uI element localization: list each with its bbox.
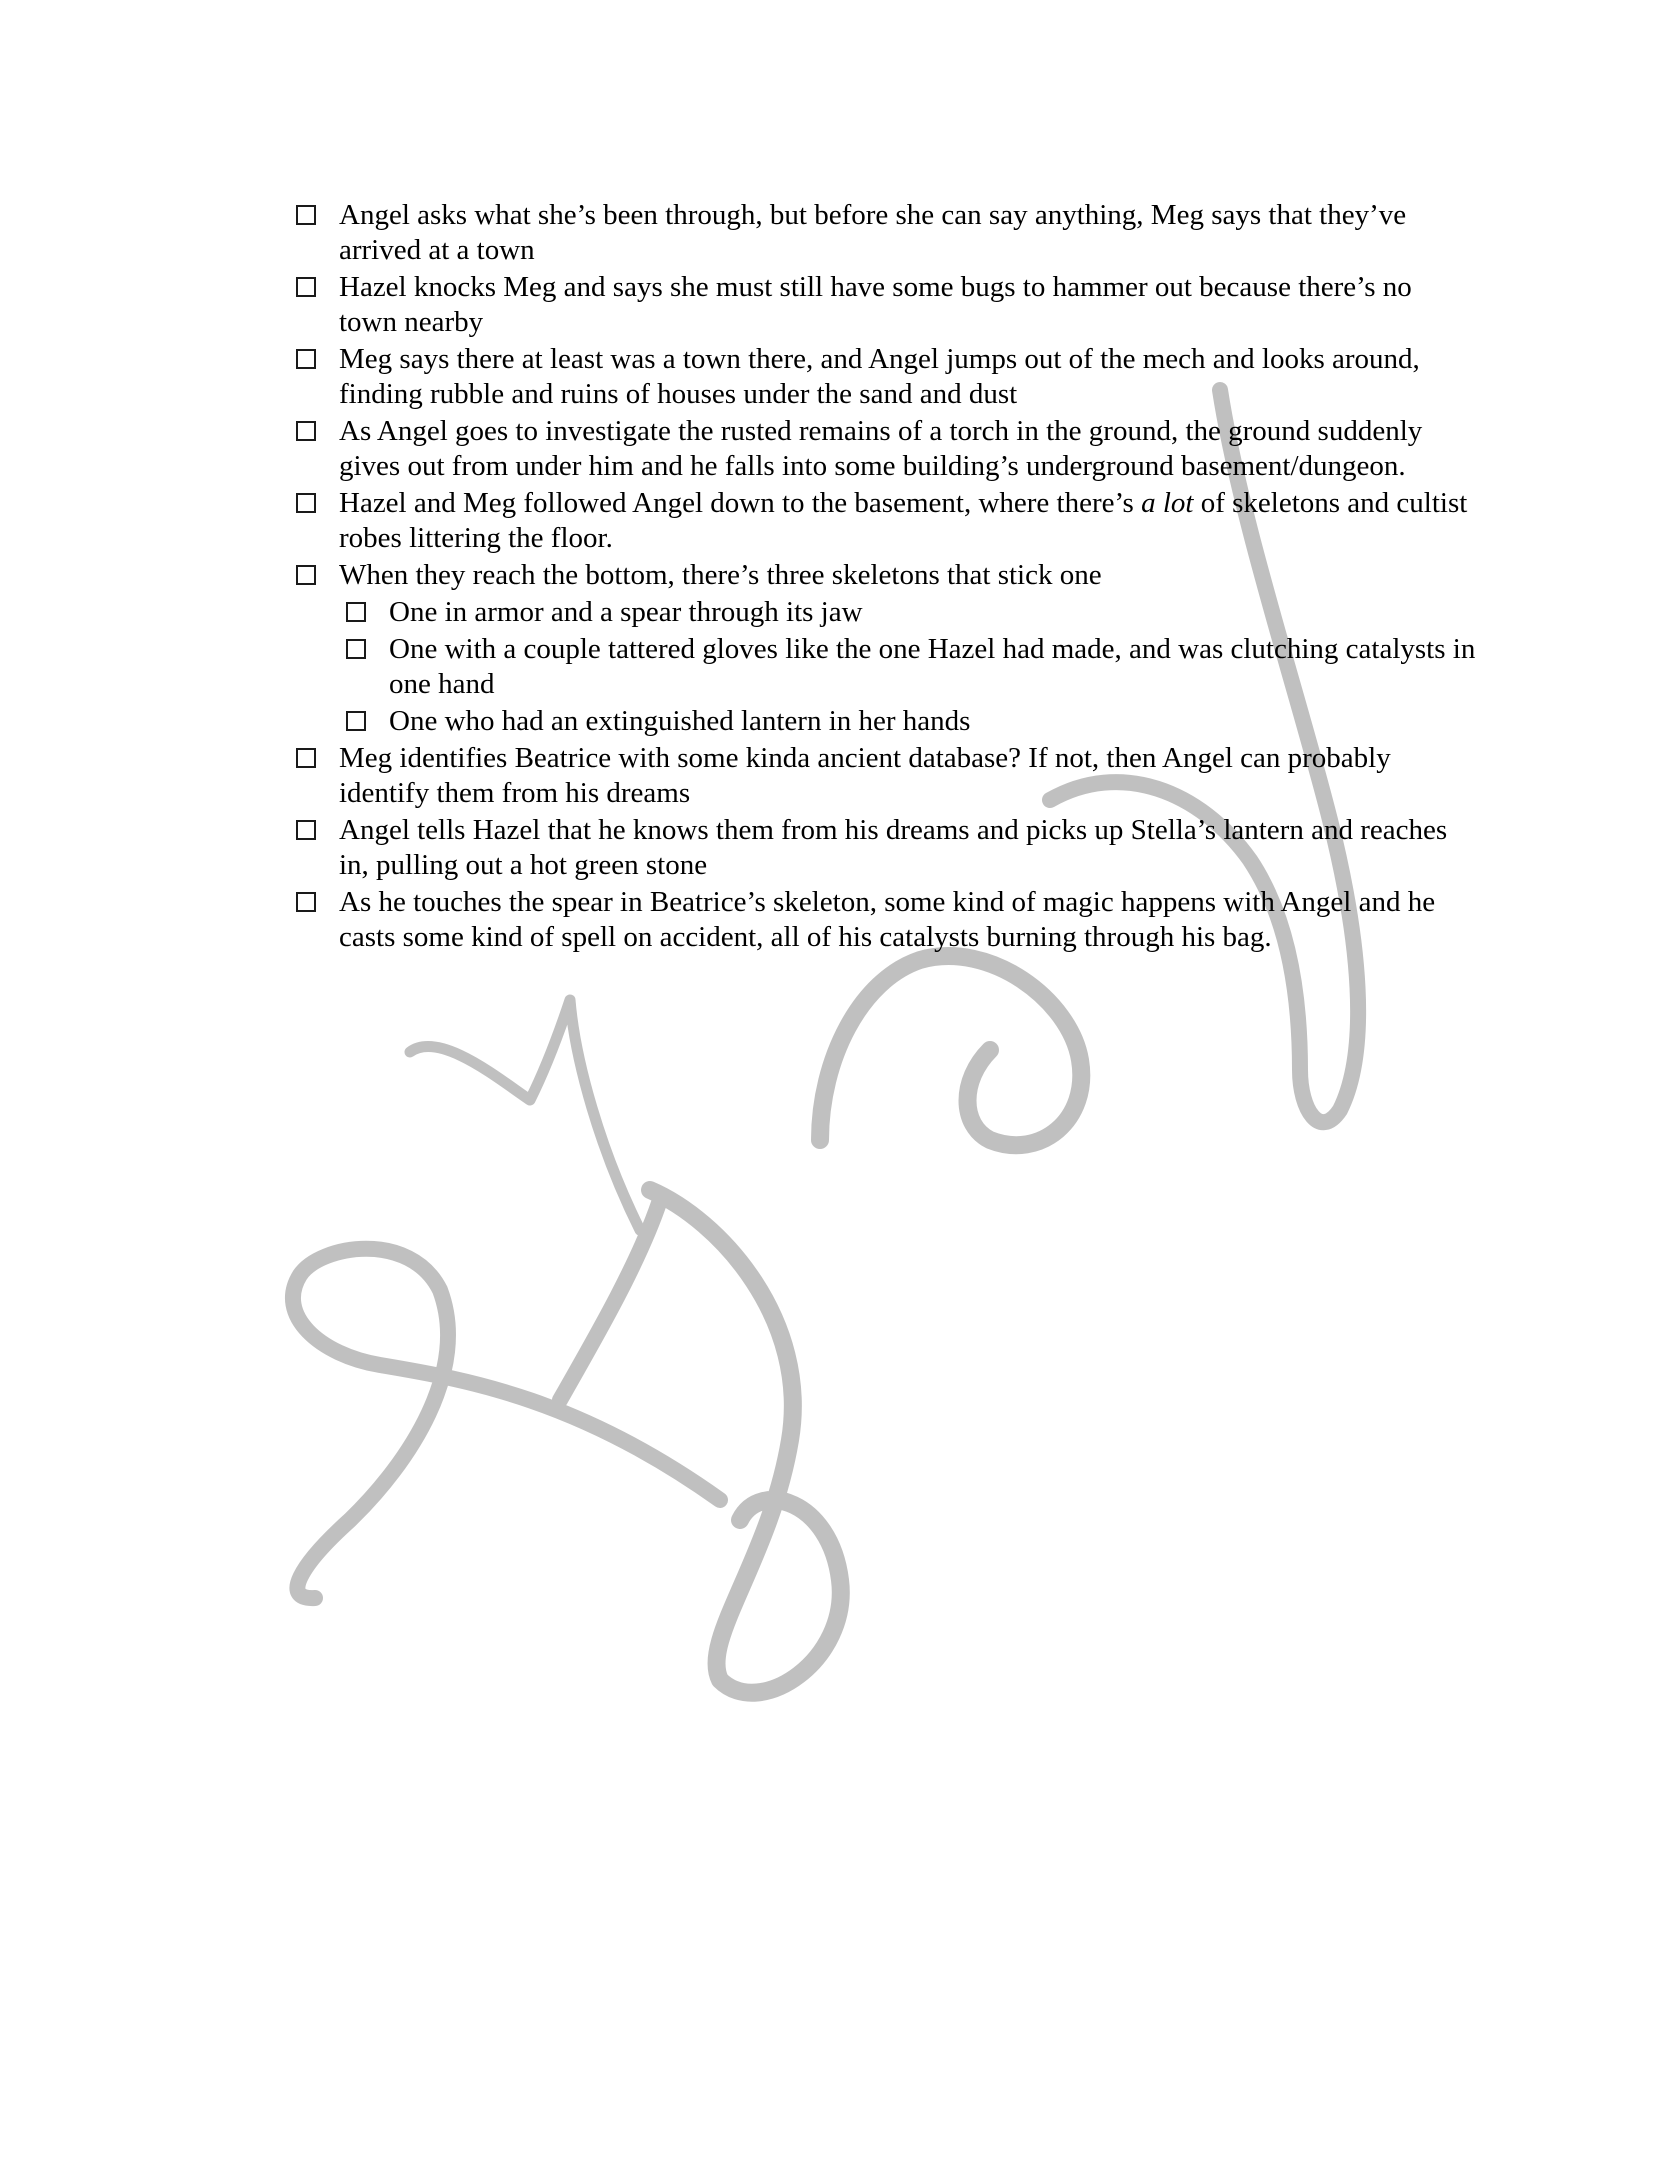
checklist-item-text: Angel asks what she’s been through, but before she can say anything, Meg says that they’ve arrived at a town bbox=[339, 199, 1407, 266]
text-segment: Hazel and Meg followed Angel down to the basement, where there’s bbox=[339, 487, 1142, 519]
checklist-item-text: Meg identifies Beatrice with some kinda ancient database? If not, then Angel can probably identify them from his dreams bbox=[339, 742, 1391, 809]
checklist bbox=[296, 198, 1476, 957]
checkbox[interactable] bbox=[296, 421, 316, 441]
checklist-item-text: When they reach the bottom, there’s three skeletons that stick one bbox=[339, 559, 1102, 591]
checklist-item-text: One who had an extinguished lantern in her hands bbox=[389, 705, 971, 737]
checklist-subitem bbox=[346, 595, 1476, 630]
signature-stroke-m-peak bbox=[410, 1000, 640, 1230]
text-segment: of skeletons and cultist robes littering the floor. bbox=[339, 487, 1468, 554]
checkbox[interactable] bbox=[296, 277, 316, 297]
emphasized-text: a lot bbox=[1141, 487, 1194, 519]
checklist-item-text bbox=[339, 486, 1476, 556]
checklist-item bbox=[296, 486, 1476, 556]
checklist-subitem bbox=[346, 632, 1476, 702]
checklist-item-text: One with a couple tattered gloves like the one Hazel had made, and was clutching catalysts in one hand bbox=[389, 633, 1476, 700]
checklist-item bbox=[296, 558, 1476, 593]
checklist-subitem bbox=[346, 704, 1476, 739]
checkbox[interactable] bbox=[296, 748, 316, 768]
checklist-item bbox=[296, 741, 1476, 811]
checklist-item-text: One in armor and a spear through its jaw bbox=[389, 596, 863, 628]
signature-stroke-g bbox=[820, 956, 1081, 1145]
checklist-item bbox=[296, 813, 1476, 883]
checkbox[interactable] bbox=[296, 205, 316, 225]
checkbox[interactable] bbox=[296, 565, 316, 585]
signature-stroke-m-down bbox=[560, 1200, 660, 1400]
checklist-item bbox=[296, 885, 1476, 955]
checklist-item-text: As he touches the spear in Beatrice’s skeleton, some kind of magic happens with Angel and he casts some kind of spell on accident, all of his catalysts burning through his bag. bbox=[339, 886, 1436, 953]
checklist-item-text: As Angel goes to investigate the rusted remains of a torch in the ground, the ground suddenly gives out from under him and he falls into some building’s underground basement/dungeon. bbox=[339, 415, 1423, 482]
checkbox[interactable] bbox=[296, 349, 316, 369]
checkbox[interactable] bbox=[296, 892, 316, 912]
checklist-item bbox=[296, 342, 1476, 412]
checkbox[interactable] bbox=[296, 493, 316, 513]
checklist-item bbox=[296, 270, 1476, 340]
checkbox[interactable] bbox=[296, 820, 316, 840]
checklist-item-text: Meg says there at least was a town there, and Angel jumps out of the mech and looks around, finding rubble and ruins of houses under the sand and dust bbox=[339, 343, 1420, 410]
signature-stroke-m-loop bbox=[293, 1249, 720, 1598]
checkbox[interactable] bbox=[346, 602, 366, 622]
checklist-item-text: Angel tells Hazel that he knows them from his dreams and picks up Stella’s lantern and reaches in, pulling out a hot green stone bbox=[339, 814, 1448, 881]
checkbox[interactable] bbox=[346, 711, 366, 731]
checklist-item bbox=[296, 414, 1476, 484]
signature-stroke-e bbox=[650, 1190, 841, 1693]
checkbox[interactable] bbox=[346, 639, 366, 659]
checklist-item-text: Hazel knocks Meg and says she must still have some bugs to hammer out because there’s no town nearby bbox=[339, 271, 1412, 338]
checklist-item bbox=[296, 198, 1476, 268]
